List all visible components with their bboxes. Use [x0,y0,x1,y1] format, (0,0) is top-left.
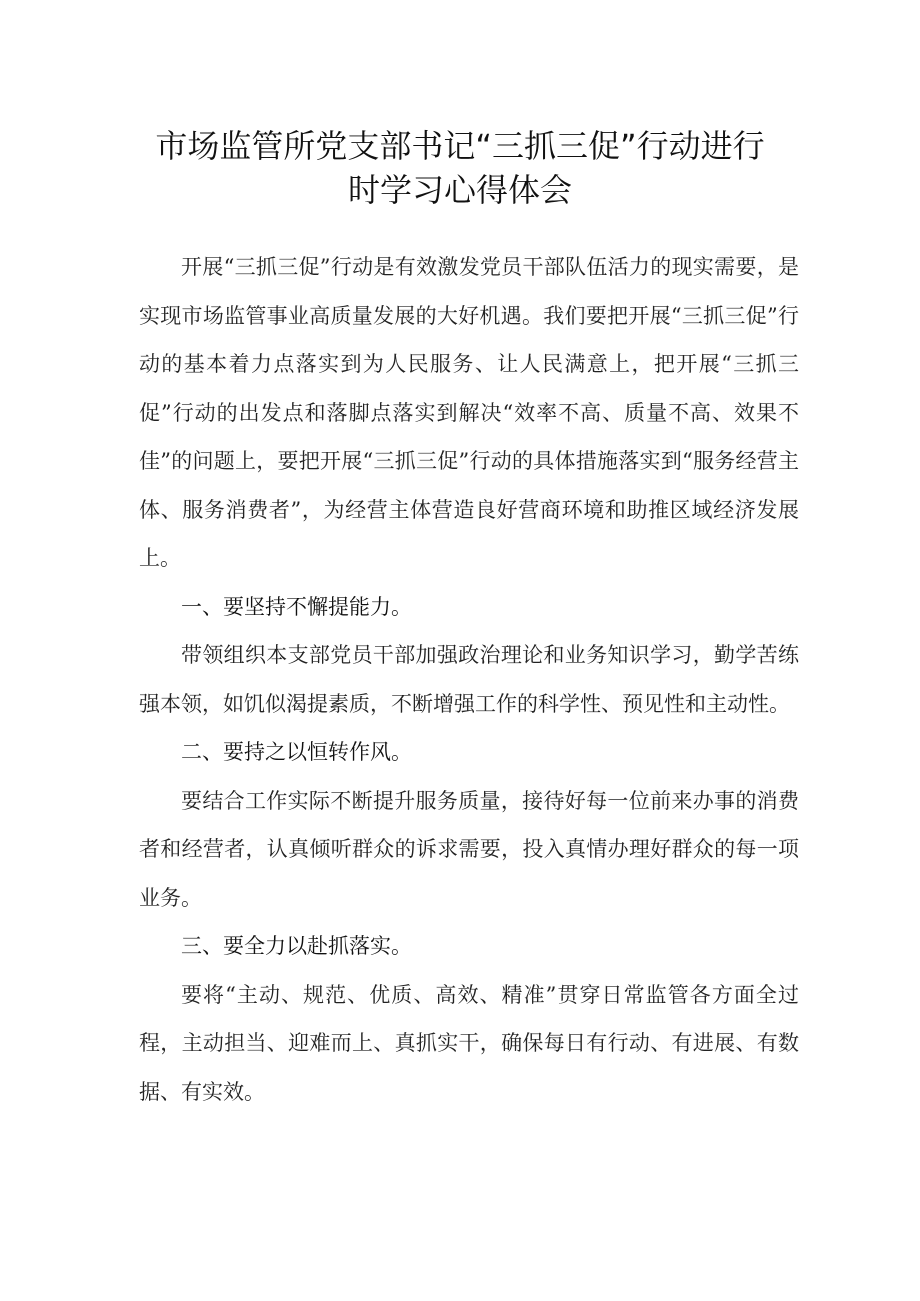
title-line-2: 时学习心得体会 [347,171,572,209]
section-heading-2: 二、要持之以恒转作风。 [181,740,412,764]
section-heading-1: 一、要坚持不懈提能力。 [181,594,412,619]
section-paragraph-1: 带领组织本支部党员干部加强政治理论和业务知识学习，勤学苦练强本领，如饥似渴提素质，不断增强工作的科学性、预见性和主动性。 [139,643,799,716]
section-paragraph-2: 要结合工作实际不断提升服务质量，接待好每一位前来办事的消费者和经营者，认真倾听群众的诉求需要，投入真情办理好群众的每一项业务。 [139,788,799,910]
intro-paragraph: 开展“三抓三促”行动是有效激发党员干部队伍活力的现实需要，是实现市场监管事业高质量发展的大好机遇。我们要把开展“三抓三促”行动的基本着力点落实到为人民服务、让人民满意上，把开展“三抓三促”行动的出发点和落脚点落实到解决“效率不高、质量不高、效果不佳”的问题上，要把开展“三抓三促”行动的具体措施落实到“服务经营主体、服务消费者”，为经营主体营造良好营商环境和助推区域经济发展上。 [139,255,799,570]
title-line-1: 市场监管所党支部书记“三抓三促”行动进行 [155,127,765,165]
document-body [139,243,799,1116]
section-heading-3: 三、要全力以赴抓落实。 [181,934,412,958]
document-title [120,124,800,212]
section-paragraph-3: 要将“主动、规范、优质、高效、精准”贯穿日常监管各方面全过程，主动担当、迎难而上、真抓实干，确保每日有行动、有进展、有数据、有实效。 [139,982,799,1104]
